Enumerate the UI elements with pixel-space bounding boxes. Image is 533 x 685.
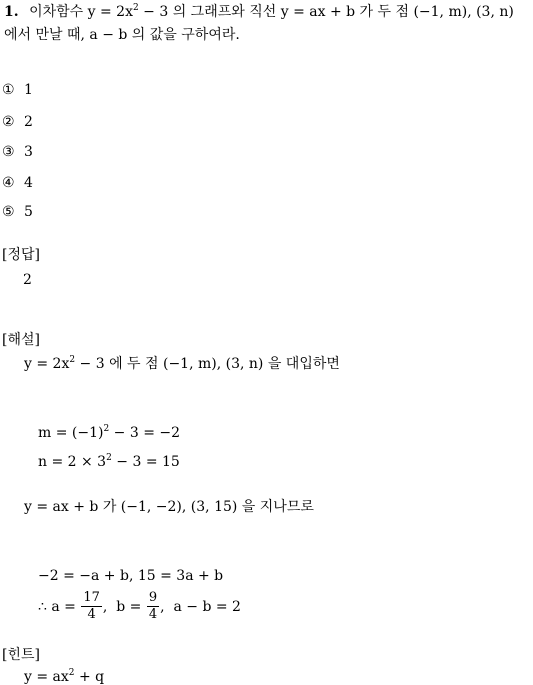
equation-n-b: − 3 = 15 — [111, 454, 180, 470]
choice-4[interactable] — [2, 176, 33, 190]
choice-3[interactable] — [2, 145, 33, 159]
explanation-heading: [해설] — [2, 332, 40, 348]
hint-exponent: 2 — [68, 668, 75, 678]
question-line-2: 에서 만날 때, a − b 의 값을 구하여라. — [4, 27, 240, 43]
fraction-a-denominator: 4 — [87, 607, 96, 623]
equation-n-exponent: 2 — [106, 453, 112, 463]
equation-m-b: − 3 = −2 — [109, 425, 181, 441]
equation-solution — [38, 591, 241, 623]
choice-value: 5 — [24, 204, 33, 220]
choice-value: 1 — [24, 82, 33, 98]
choice-marker: ⑤ — [2, 204, 15, 220]
choice-2[interactable] — [2, 115, 33, 129]
question-number: 1. — [4, 4, 19, 20]
equation-m — [38, 426, 180, 440]
choice-value: 2 — [24, 114, 33, 130]
choice-5[interactable] — [2, 205, 33, 219]
question-line-1 — [4, 5, 514, 19]
solution-therefore: ∴ a = — [38, 598, 81, 615]
choice-marker: ① — [2, 82, 15, 98]
choice-1[interactable] — [2, 83, 33, 97]
answer-value: 2 — [23, 272, 32, 288]
solution-end: , a − b = 2 — [160, 598, 241, 615]
equation-m-a: m = (−1) — [38, 425, 104, 441]
equation-n — [38, 455, 180, 469]
choice-marker: ③ — [2, 144, 15, 160]
hint-line-b: + q — [74, 669, 105, 685]
fraction-a — [81, 591, 102, 623]
choice-value: 4 — [24, 175, 33, 191]
fraction-b-numerator: 9 — [147, 591, 159, 607]
answer-heading: [정답] — [2, 247, 40, 263]
fraction-b — [147, 591, 159, 623]
choice-value: 3 — [24, 144, 33, 160]
explanation-line-2: y = ax + b 가 (−1, −2), (3, 15) 을 지나므로 — [24, 499, 314, 515]
solution-mid: , b = — [102, 598, 146, 615]
hint-line — [24, 670, 104, 684]
question-text-b: − 3 의 그래프와 직선 y = ax + b 가 두 점 (−1, m), (3, n) — [138, 4, 514, 20]
explanation-line-1-a: y = 2x — [24, 356, 70, 372]
explanation-line-1-exponent: 2 — [69, 355, 76, 365]
explanation-line-1-b: − 3 에 두 점 (−1, m), (3, n) 을 대입하면 — [75, 356, 340, 372]
fraction-a-numerator: 17 — [81, 591, 102, 607]
explanation-line-1 — [24, 357, 340, 371]
equation-n-a: n = 2 × 3 — [38, 454, 107, 470]
equation-system: −2 = −a + b, 15 = 3a + b — [38, 568, 224, 584]
equation-m-exponent: 2 — [103, 424, 110, 434]
choice-marker: ④ — [2, 175, 15, 191]
fraction-b-denominator: 4 — [148, 607, 158, 623]
choice-marker: ② — [2, 114, 15, 130]
hint-line-a: y = ax — [24, 669, 69, 685]
question-text-a: 이차함수 y = 2x — [29, 4, 133, 20]
question-exponent: 2 — [132, 3, 139, 13]
hint-heading: [힌트] — [2, 647, 40, 663]
